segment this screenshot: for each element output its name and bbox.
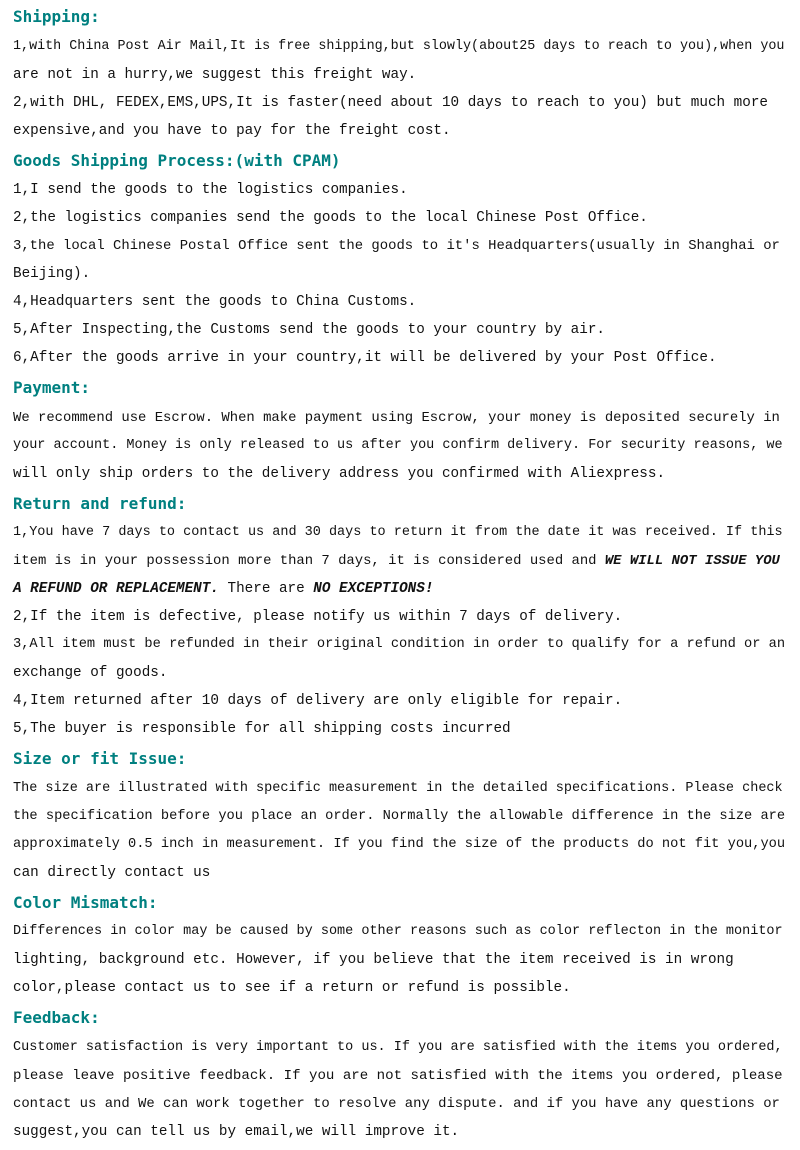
shipping-line: are not in a hurry,we suggest this freight way. [13, 67, 417, 83]
refund-line: 5,The buyer is responsible for all shipping costs incurred [13, 721, 511, 737]
feedback-heading: Feedback: [13, 1008, 100, 1027]
shipping-line: 1,with China Post Air Mail,It is free shipping,but slowly(about25 days to reach to you),when you [13, 39, 785, 54]
shipping-line: expensive,and you have to pay for the freight cost. [13, 123, 451, 139]
payment-heading: Payment: [13, 378, 91, 397]
process-line: 1,I send the goods to the logistics companies. [13, 182, 408, 198]
refund-line [13, 579, 433, 599]
color-line: Differences in color may be caused by some other reasons such as color reflecton in the monitor [13, 924, 783, 939]
process-line: 5,After Inspecting,the Customs send the goods to your country by air. [13, 322, 605, 338]
process-line: 3,the local Chinese Postal Office sent the goods to it's Headquarters(usually in Shanghai or [13, 238, 780, 254]
process-line: 4,Headquarters sent the goods to China Customs. [13, 294, 417, 310]
refund-line: 2,If the item is defective, please notify us within 7 days of delivery. [13, 609, 623, 625]
process-heading: Goods Shipping Process:(with CPAM) [13, 151, 341, 170]
refund-line: 3,All item must be refunded in their original condition in order to qualify for a refund or an [13, 637, 786, 652]
size-heading: Size or fit Issue: [13, 749, 187, 768]
refund-emphasis: WE WILL NOT ISSUE YOU [604, 553, 780, 569]
feedback-line: contact us and We can work together to resolve any dispute. and if you have any questions or [13, 1096, 780, 1112]
refund-emphasis: A REFUND OR REPLACEMENT. [13, 581, 219, 597]
payment-line: your account. Money is only released to us after you confirm delivery. For security reasons, we [13, 438, 783, 453]
color-heading: Color Mismatch: [13, 893, 158, 912]
process-line: 6,After the goods arrive in your country,it will be delivered by your Post Office. [13, 350, 717, 366]
size-line: the specification before you place an order. Normally the allowable difference in the size are [13, 809, 786, 824]
refund-emphasis: NO EXCEPTIONS! [313, 581, 434, 597]
size-line: approximately 0.5 inch in measurement. If you find the size of the products do not fit you,you [13, 837, 786, 852]
process-line: 2,the logistics companies send the goods to the local Chinese Post Office. [13, 210, 648, 226]
refund-text: item is in your possession more than 7 days, it is considered used and [13, 553, 605, 569]
refund-text: There are [218, 581, 314, 597]
refund-line: 1,You have 7 days to contact us and 30 days to return it from the date it was received. If this [13, 525, 783, 540]
size-line: can directly contact us [13, 865, 211, 881]
feedback-line: please leave positive feedback. If you are not satisfied with the items you ordered, please [13, 1068, 783, 1084]
refund-line: exchange of goods. [13, 665, 168, 681]
refund-line [13, 551, 780, 571]
color-line: lighting, background etc. However, if you believe that the item received is in wrong [13, 952, 734, 968]
payment-line: We recommend use Escrow. When make payment using Escrow, your money is deposited securely in [13, 410, 780, 426]
feedback-line: suggest,you can tell us by email,we will improve it. [13, 1124, 460, 1140]
shipping-heading: Shipping: [13, 7, 100, 26]
process-line: Beijing). [13, 266, 91, 282]
color-line: color,please contact us to see if a return or refund is possible. [13, 980, 571, 996]
shipping-line: 2,with DHL, FEDEX,EMS,UPS,It is faster(need about 10 days to reach to you) but much more [13, 95, 768, 111]
refund-line: 4,Item returned after 10 days of delivery are only eligible for repair. [13, 693, 623, 709]
refund-heading: Return and refund: [13, 494, 187, 513]
size-line: The size are illustrated with specific measurement in the detailed specifications. Please check [13, 781, 783, 796]
payment-line: will only ship orders to the delivery address you confirmed with Aliexpress. [13, 466, 666, 482]
feedback-line: Customer satisfaction is very important to us. If you are satisfied with the items you ordered, [13, 1040, 783, 1055]
